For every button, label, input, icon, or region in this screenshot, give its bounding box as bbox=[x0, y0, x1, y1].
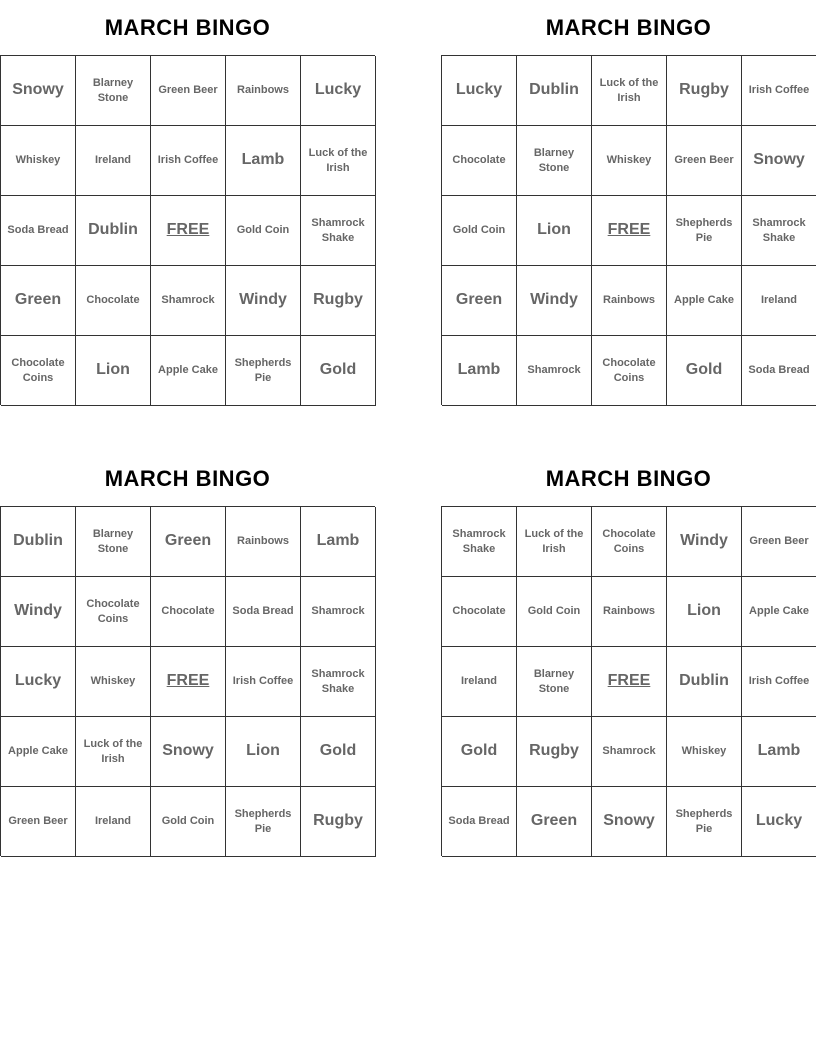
bingo-cell bbox=[301, 126, 376, 196]
bingo-cell-label: Lion bbox=[687, 602, 721, 620]
bingo-cell-label: Rugby bbox=[679, 81, 729, 99]
bingo-cell bbox=[76, 56, 151, 126]
bingo-cell bbox=[76, 717, 151, 787]
card-title: MARCH BINGO bbox=[104, 15, 271, 40]
bingo-cell bbox=[442, 717, 517, 787]
bingo-cell-label: Dublin bbox=[679, 672, 729, 690]
bingo-cell-label: Lamb bbox=[757, 742, 801, 760]
bingo-cell bbox=[226, 266, 301, 336]
bingo-cell-label: Ireland bbox=[460, 675, 498, 688]
bingo-cell bbox=[517, 787, 592, 857]
bingo-cell bbox=[742, 717, 816, 787]
bingo-cell bbox=[76, 647, 151, 717]
bingo-cell-label: Whiskey bbox=[606, 154, 652, 167]
bingo-cell-label: Ireland bbox=[94, 154, 132, 167]
bingo-cell-label: Chocolate Coins bbox=[86, 598, 140, 625]
bingo-cell-label: Chocolate Coins bbox=[602, 357, 656, 384]
bingo-cell-label: Apple Cake bbox=[749, 605, 809, 618]
bingo-cell bbox=[151, 717, 226, 787]
bingo-cell-label: Ireland bbox=[760, 294, 798, 307]
bingo-cell bbox=[442, 647, 517, 717]
bingo-cell-label: Chocolate bbox=[161, 605, 215, 618]
bingo-cell-label: Shepherds Pie bbox=[234, 357, 292, 384]
bingo-cell-label: Rugby bbox=[313, 291, 363, 309]
free-space bbox=[592, 647, 667, 717]
bingo-cell-label: Shamrock bbox=[527, 364, 581, 377]
bingo-cell-label: Chocolate bbox=[86, 294, 140, 307]
bingo-cell bbox=[151, 56, 226, 126]
bingo-cell-label: Lion bbox=[537, 221, 571, 239]
free-space bbox=[151, 196, 226, 266]
bingo-cell bbox=[667, 266, 742, 336]
bingo-cell-label: Rainbows bbox=[603, 294, 655, 307]
bingo-cell bbox=[667, 507, 742, 577]
bingo-grid bbox=[0, 506, 375, 856]
bingo-cell-label: Green bbox=[164, 532, 212, 550]
bingo-cell-label: Soda Bread bbox=[7, 224, 69, 237]
free-space-label: FREE bbox=[607, 221, 651, 239]
bingo-cell bbox=[226, 647, 301, 717]
bingo-card-1 bbox=[0, 0, 375, 405]
bingo-cell bbox=[592, 717, 667, 787]
bingo-cell bbox=[1, 266, 76, 336]
bingo-cell bbox=[517, 266, 592, 336]
bingo-cell bbox=[301, 647, 376, 717]
bingo-cell bbox=[226, 336, 301, 406]
bingo-cell-label: Green bbox=[455, 291, 503, 309]
bingo-cell-label: Lucky bbox=[314, 81, 362, 99]
bingo-cell bbox=[76, 266, 151, 336]
bingo-cell bbox=[592, 507, 667, 577]
bingo-cell-label: Green Beer bbox=[749, 535, 809, 548]
bingo-cell-label: Shamrock Shake bbox=[752, 217, 806, 244]
bingo-cell-label: Irish Coffee bbox=[157, 154, 219, 167]
bingo-cell-label: Luck of the Irish bbox=[524, 528, 584, 555]
bingo-card-3 bbox=[0, 451, 375, 856]
bingo-cell bbox=[76, 787, 151, 857]
bingo-cell bbox=[1, 507, 76, 577]
bingo-cell bbox=[517, 336, 592, 406]
bingo-cell-label: Chocolate bbox=[452, 605, 506, 618]
bingo-cell-label: Irish Coffee bbox=[748, 84, 810, 97]
bingo-cell-label: Shamrock bbox=[161, 294, 215, 307]
bingo-cell bbox=[76, 336, 151, 406]
bingo-cell bbox=[301, 56, 376, 126]
bingo-cell-label: Apple Cake bbox=[8, 745, 68, 758]
bingo-cell-label: Lamb bbox=[316, 532, 360, 550]
free-space bbox=[592, 196, 667, 266]
bingo-cell-label: Shamrock Shake bbox=[311, 217, 365, 244]
bingo-cell bbox=[151, 336, 226, 406]
bingo-cell-label: Chocolate Coins bbox=[602, 528, 656, 555]
bingo-cell bbox=[442, 577, 517, 647]
bingo-cell-label: Lucky bbox=[755, 812, 803, 830]
bingo-cell bbox=[301, 787, 376, 857]
bingo-cell bbox=[667, 336, 742, 406]
bingo-cell bbox=[76, 126, 151, 196]
bingo-cell bbox=[742, 577, 816, 647]
bingo-cell bbox=[442, 126, 517, 196]
bingo-cell-label: Irish Coffee bbox=[232, 675, 294, 688]
bingo-cell bbox=[301, 577, 376, 647]
bingo-cell bbox=[442, 56, 517, 126]
bingo-cell bbox=[226, 717, 301, 787]
bingo-card-2 bbox=[441, 0, 816, 405]
bingo-cell bbox=[442, 336, 517, 406]
bingo-cell bbox=[517, 56, 592, 126]
card-title: MARCH BINGO bbox=[545, 15, 712, 40]
free-space-label: FREE bbox=[607, 672, 651, 690]
bingo-cell bbox=[742, 126, 816, 196]
bingo-cell bbox=[742, 196, 816, 266]
bingo-cell bbox=[517, 507, 592, 577]
bingo-cell bbox=[301, 336, 376, 406]
bingo-cell bbox=[226, 126, 301, 196]
bingo-cell bbox=[151, 577, 226, 647]
bingo-cell-label: Lamb bbox=[241, 151, 285, 169]
bingo-cell bbox=[151, 126, 226, 196]
bingo-cell bbox=[442, 787, 517, 857]
bingo-cell-label: Windy bbox=[530, 291, 578, 309]
bingo-cell bbox=[151, 507, 226, 577]
bingo-cell bbox=[301, 507, 376, 577]
bingo-cell-label: Irish Coffee bbox=[748, 675, 810, 688]
bingo-cell bbox=[1, 647, 76, 717]
bingo-cell-label: Luck of the Irish bbox=[599, 77, 659, 104]
bingo-cell bbox=[517, 126, 592, 196]
card-title: MARCH BINGO bbox=[545, 466, 712, 491]
card-title: MARCH BINGO bbox=[104, 466, 271, 491]
free-space bbox=[151, 647, 226, 717]
bingo-cell bbox=[592, 126, 667, 196]
bingo-cell-label: Chocolate Coins bbox=[11, 357, 65, 384]
bingo-cell-label: Gold Coin bbox=[527, 605, 581, 618]
bingo-cell-label: Gold Coin bbox=[161, 815, 215, 828]
bingo-cell-label: Whiskey bbox=[681, 745, 727, 758]
bingo-cell-label: Dublin bbox=[13, 532, 63, 550]
bingo-cell bbox=[517, 196, 592, 266]
bingo-cell-label: Lamb bbox=[457, 361, 501, 379]
bingo-grid bbox=[441, 506, 816, 856]
bingo-cell bbox=[1, 336, 76, 406]
bingo-cell-label: Gold bbox=[460, 742, 498, 760]
bingo-cell-label: Dublin bbox=[529, 81, 579, 99]
bingo-cell-label: Green bbox=[530, 812, 578, 830]
bingo-cell bbox=[226, 196, 301, 266]
bingo-cell-label: Whiskey bbox=[90, 675, 136, 688]
bingo-cell bbox=[742, 336, 816, 406]
bingo-cell-label: Apple Cake bbox=[158, 364, 218, 377]
bingo-cell bbox=[592, 577, 667, 647]
bingo-cell-label: Green Beer bbox=[8, 815, 68, 828]
bingo-cell-label: Rainbows bbox=[237, 535, 289, 548]
bingo-card-4 bbox=[441, 451, 816, 856]
bingo-cell-label: Shepherds Pie bbox=[675, 808, 733, 835]
bingo-cell bbox=[1, 196, 76, 266]
bingo-cell bbox=[442, 266, 517, 336]
bingo-cell-label: Snowy bbox=[12, 81, 64, 99]
bingo-cell-label: Windy bbox=[239, 291, 287, 309]
bingo-cell bbox=[742, 647, 816, 717]
bingo-cell-label: Snowy bbox=[162, 742, 214, 760]
bingo-cell-label: Gold Coin bbox=[452, 224, 506, 237]
bingo-cell-label: Soda Bread bbox=[232, 605, 294, 618]
bingo-cell bbox=[742, 507, 816, 577]
bingo-cell-label: Lion bbox=[96, 361, 130, 379]
bingo-cell-label: Lion bbox=[246, 742, 280, 760]
bingo-cell bbox=[76, 507, 151, 577]
bingo-cell bbox=[1, 126, 76, 196]
bingo-cell-label: Gold bbox=[319, 742, 357, 760]
bingo-cell bbox=[151, 787, 226, 857]
bingo-cell-label: Gold bbox=[685, 361, 723, 379]
bingo-cell-label: Soda Bread bbox=[448, 815, 510, 828]
bingo-cell bbox=[151, 266, 226, 336]
bingo-cell-label: Ireland bbox=[94, 815, 132, 828]
bingo-cell bbox=[667, 56, 742, 126]
bingo-cell bbox=[1, 787, 76, 857]
bingo-cell bbox=[517, 647, 592, 717]
bingo-cell bbox=[226, 507, 301, 577]
bingo-grid bbox=[0, 55, 375, 405]
bingo-cell bbox=[1, 717, 76, 787]
free-space-label: FREE bbox=[166, 672, 210, 690]
bingo-cell bbox=[301, 717, 376, 787]
bingo-cell-label: Rainbows bbox=[603, 605, 655, 618]
bingo-cell bbox=[1, 577, 76, 647]
bingo-cell bbox=[742, 787, 816, 857]
bingo-cell-label: Blarney Stone bbox=[92, 77, 134, 104]
bingo-cell-label: Gold Coin bbox=[236, 224, 290, 237]
bingo-cell-label: Green bbox=[14, 291, 62, 309]
bingo-cell-label: Rugby bbox=[313, 812, 363, 830]
bingo-cell-label: Whiskey bbox=[15, 154, 61, 167]
bingo-cell-label: Gold bbox=[319, 361, 357, 379]
bingo-cell-label: Snowy bbox=[603, 812, 655, 830]
bingo-cell bbox=[742, 56, 816, 126]
bingo-cell-label: Apple Cake bbox=[674, 294, 734, 307]
bingo-cell-label: Luck of the Irish bbox=[308, 147, 368, 174]
bingo-cell-label: Shamrock Shake bbox=[452, 528, 506, 555]
bingo-cell-label: Lucky bbox=[14, 672, 62, 690]
bingo-cell bbox=[592, 266, 667, 336]
bingo-cell bbox=[592, 787, 667, 857]
bingo-cell-label: Snowy bbox=[753, 151, 805, 169]
bingo-cell-label: Shepherds Pie bbox=[675, 217, 733, 244]
bingo-cell-label: Rainbows bbox=[237, 84, 289, 97]
bingo-cell-label: Lucky bbox=[455, 81, 503, 99]
bingo-cell bbox=[226, 56, 301, 126]
bingo-cell bbox=[442, 196, 517, 266]
bingo-cell-label: Blarney Stone bbox=[92, 528, 134, 555]
bingo-cell bbox=[592, 56, 667, 126]
bingo-cell-label: Soda Bread bbox=[748, 364, 810, 377]
bingo-cell bbox=[76, 577, 151, 647]
bingo-cell-label: Windy bbox=[14, 602, 62, 620]
bingo-cell bbox=[667, 126, 742, 196]
bingo-cell bbox=[76, 196, 151, 266]
bingo-cell-label: Green Beer bbox=[158, 84, 218, 97]
bingo-cell bbox=[1, 56, 76, 126]
bingo-cell bbox=[667, 647, 742, 717]
bingo-cell bbox=[226, 577, 301, 647]
bingo-cell-label: Shamrock Shake bbox=[311, 668, 365, 695]
bingo-cell-label: Luck of the Irish bbox=[83, 738, 143, 765]
bingo-cell-label: Shamrock bbox=[602, 745, 656, 758]
bingo-cell bbox=[667, 787, 742, 857]
bingo-cell bbox=[667, 717, 742, 787]
bingo-cell bbox=[442, 507, 517, 577]
bingo-cell-label: Blarney Stone bbox=[533, 668, 575, 695]
bingo-cell bbox=[301, 266, 376, 336]
bingo-cell bbox=[592, 336, 667, 406]
bingo-cell bbox=[301, 196, 376, 266]
bingo-cell bbox=[742, 266, 816, 336]
bingo-cell bbox=[517, 577, 592, 647]
bingo-cell-label: Shepherds Pie bbox=[234, 808, 292, 835]
bingo-cell-label: Green Beer bbox=[674, 154, 734, 167]
bingo-grid bbox=[441, 55, 816, 405]
bingo-cell-label: Blarney Stone bbox=[533, 147, 575, 174]
bingo-cell-label: Shamrock bbox=[311, 605, 365, 618]
bingo-cell bbox=[667, 577, 742, 647]
bingo-cell-label: Windy bbox=[680, 532, 728, 550]
bingo-cell bbox=[667, 196, 742, 266]
bingo-cell bbox=[226, 787, 301, 857]
free-space-label: FREE bbox=[166, 221, 210, 239]
bingo-cell bbox=[517, 717, 592, 787]
bingo-cell-label: Dublin bbox=[88, 221, 138, 239]
bingo-cell-label: Rugby bbox=[529, 742, 579, 760]
bingo-cell-label: Chocolate bbox=[452, 154, 506, 167]
